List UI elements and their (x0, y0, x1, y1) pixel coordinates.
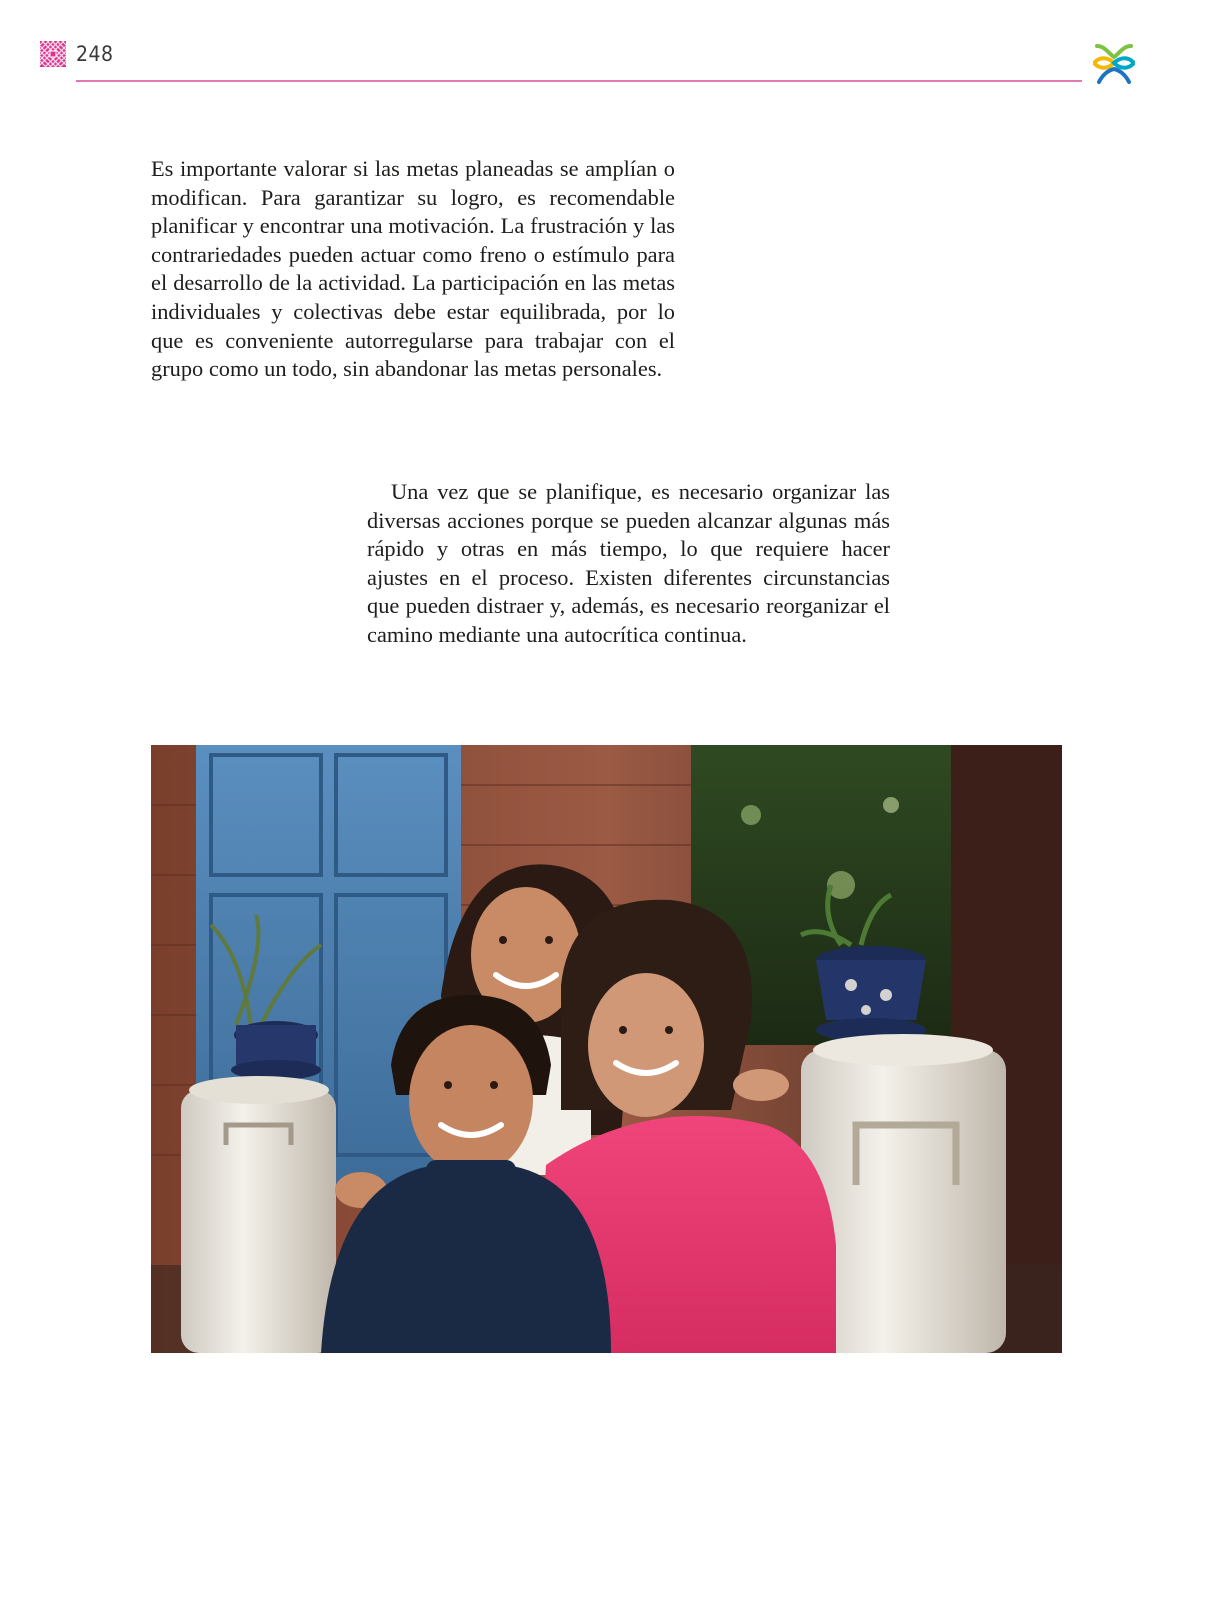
community-logo-icon (1091, 40, 1137, 86)
header-divider (76, 80, 1082, 82)
body-paragraph-2: Una vez que se planifique, es necesario organizar las diversas acciones porque se pueden alcanzar algunas más rápido y otras en más tiempo, lo que requiere hacer ajustes en el proceso. Existen diferentes circunstancias que pueden distraer y, además, es necesario reorganizar el camino mediante una autocrítica continua. (367, 479, 890, 647)
body-paragraph-1: Es importante valorar si las metas planeadas se amplían o modifican. Para garantizar su logro, es recomendable planificar y encontrar una motivación. La frustración y las contrariedades pueden actuar como freno o estímulo para el desarrollo de la actividad. La participación en las metas individuales y colectivas debe estar equilibrada, por lo que es conveniente autorregularse para trabajar con el grupo como un todo, sin abandonar las metas personales. (151, 156, 675, 382)
page-number: 248 (76, 42, 114, 66)
family-portrait-photo (151, 745, 1062, 1353)
woven-textile-icon (40, 41, 66, 67)
